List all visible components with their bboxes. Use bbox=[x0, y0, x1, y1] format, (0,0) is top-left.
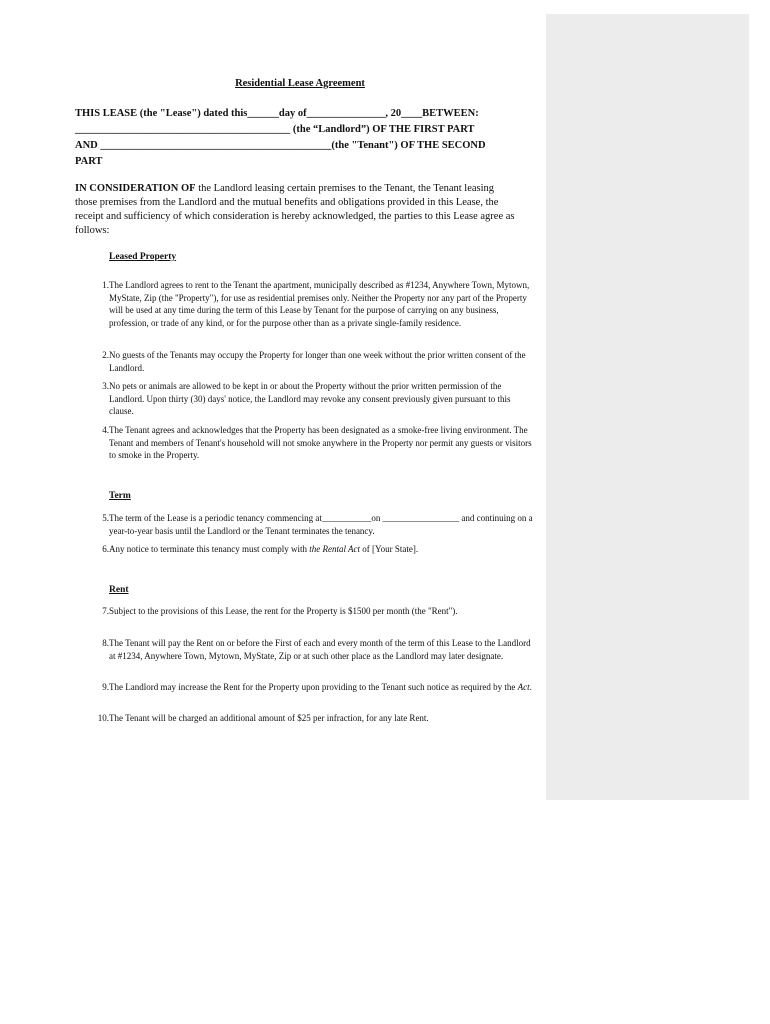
clause-text: The Tenant will pay the Rent on or before the First of each and every month of the term of this Lease to the Landlord at #1234, Anywhere Town, Mytown, MyState, Zip or at such other place as the Landlord may later designate. bbox=[109, 638, 531, 661]
clause-number: 2. bbox=[102, 350, 109, 360]
intro-line: AND ____________________________________________(the "Tenant") OF THE SECOND bbox=[75, 140, 486, 151]
clause-item bbox=[75, 424, 533, 462]
intro-line: THIS LEASE (the "Lease") dated this______day of_______________, 20____BETWEEN: bbox=[75, 108, 479, 119]
clause-text: No pets or animals are allowed to be kept in or about the Property without the prior written permission of the Landlord. Upon thirty (30) days' notice, the Landlord may revoke any consent previously given pursuant to this clause. bbox=[109, 381, 511, 417]
clause-item bbox=[75, 637, 533, 662]
intro-block bbox=[75, 106, 535, 170]
clause-text: The Tenant will be charged an additional amount of $25 per infraction, for any late Rent. bbox=[109, 713, 429, 723]
clause-text bbox=[109, 681, 533, 694]
comment-sidebar-panel bbox=[546, 14, 749, 800]
clause-text bbox=[109, 543, 533, 556]
clause-item bbox=[75, 681, 533, 694]
section-heading-rent: Rent bbox=[109, 585, 129, 595]
clause-text-italic: the Rental Act bbox=[309, 544, 361, 554]
clause-number: 9. bbox=[102, 682, 109, 692]
clause-item bbox=[75, 512, 533, 537]
clause-item bbox=[75, 380, 533, 418]
clause-number: 8. bbox=[102, 638, 109, 648]
consideration-paragraph bbox=[75, 182, 515, 238]
clause-number: 10. bbox=[97, 713, 109, 723]
clause-text-part: . bbox=[529, 682, 532, 692]
clause-number: 1. bbox=[102, 280, 109, 290]
clause-number: 4. bbox=[102, 425, 109, 435]
clause-number: 6. bbox=[102, 544, 109, 554]
clause-item bbox=[75, 543, 533, 556]
clause-text-part: of [Your State]. bbox=[360, 544, 419, 554]
intro-line: _________________________________________ (the “Landlord”) OF THE FIRST PART bbox=[75, 124, 475, 135]
section-heading-term: Term bbox=[109, 491, 131, 501]
clause-item bbox=[75, 605, 533, 618]
clause-text: No guests of the Tenants may occupy the Property for longer than one week without the prior written consent of the Landlord. bbox=[109, 350, 526, 373]
document-title: Residential Lease Agreement bbox=[235, 78, 365, 89]
clause-text: The Landlord agrees to rent to the Tenant the apartment, municipally described as #1234, Anywhere Town, Mytown, MyState, Zip (the "Property"), for use as residential premises only. Neither the Property nor any part of the Property will be used at any time during the term of this Lease by Tenant for the purpose of carrying on any business, profession, or trade of any kind, or for the purpose other than as a private single-family residence. bbox=[109, 280, 530, 328]
consideration-text: the Landlord leasing certain premises to the Tenant, the Tenant leasing those premises from the Landlord and the mutual benefits and obligations provided in this Lease, the receipt and sufficiency of which consideration is hereby acknowledged, the parties to this Lease agree as follows: bbox=[75, 183, 515, 236]
clause-item bbox=[75, 349, 533, 374]
clause-number: 5. bbox=[102, 513, 109, 523]
clause-number: 7. bbox=[102, 606, 109, 616]
intro-line: PART bbox=[75, 156, 103, 167]
clause-text: The term of the Lease is a periodic tenancy commencing at___________on _________________ and continuing on a year-to-year basis until the Landlord or the Tenant terminates the tenancy. bbox=[109, 513, 533, 536]
clause-text: Subject to the provisions of this Lease, the rent for the Property is $1500 per month (the "Rent"). bbox=[109, 606, 458, 616]
clause-text-part: The Landlord may increase the Rent for the Property upon providing to the Tenant such notice as required by the bbox=[109, 682, 518, 692]
section-heading-leased-property: Leased Property bbox=[109, 252, 177, 262]
clause-item bbox=[75, 279, 533, 329]
consideration-lead: IN CONSIDERATION OF bbox=[75, 183, 196, 194]
clause-text: The Tenant agrees and acknowledges that the Property has been designated as a smoke-free living environment. The Tenant and members of Tenant's household will not smoke anywhere in the Property nor permit any guests or visitors to smoke in the Property. bbox=[109, 425, 532, 461]
clause-item bbox=[75, 712, 533, 725]
clause-number: 3. bbox=[102, 381, 109, 391]
clause-text-part: Any notice to terminate this tenancy must comply with bbox=[109, 544, 310, 554]
clause-text-italic: Act bbox=[517, 682, 530, 692]
